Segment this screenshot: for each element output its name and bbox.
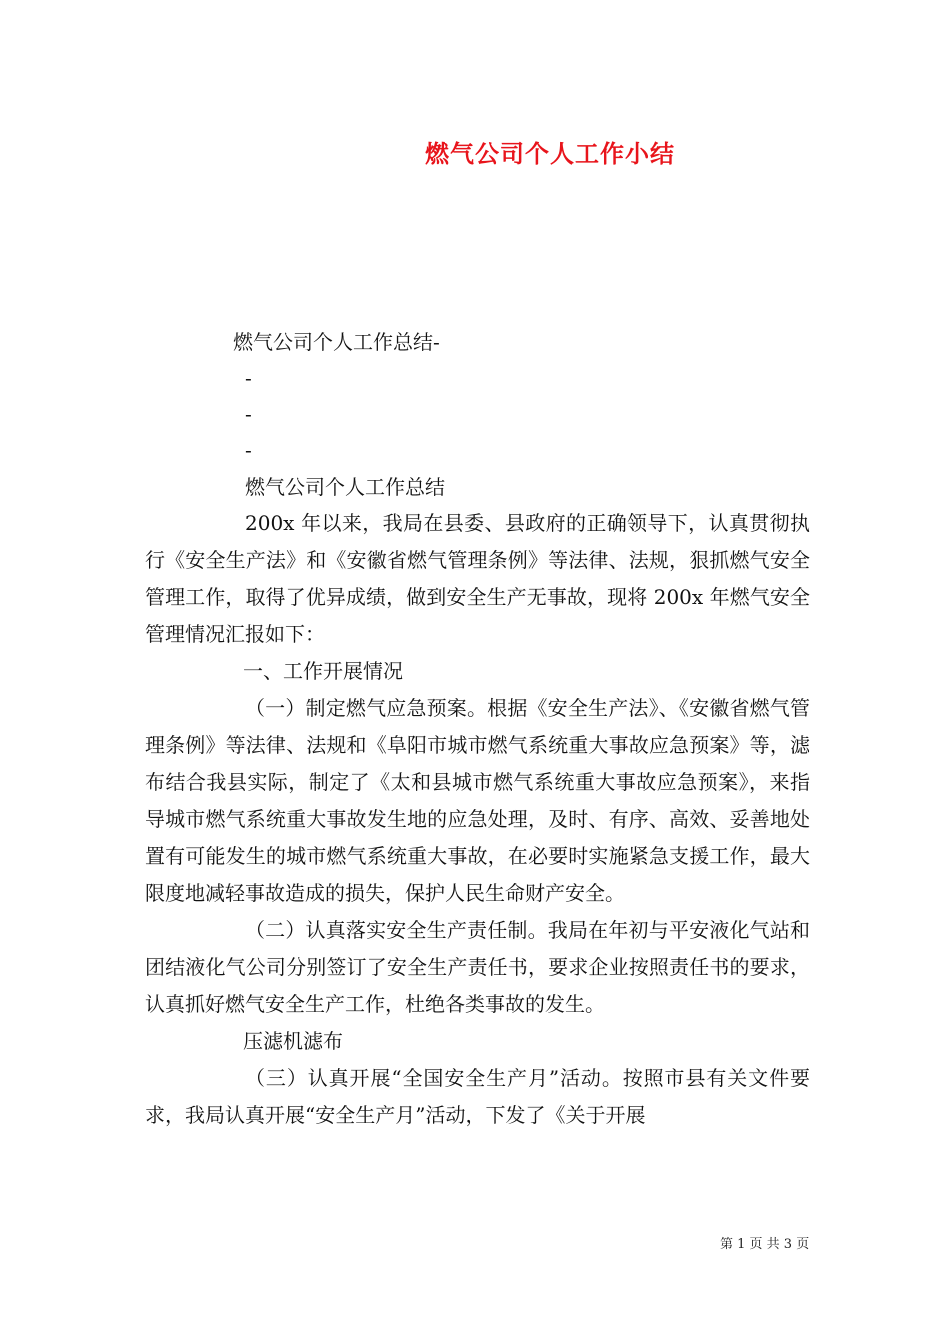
body-text (145, 505, 810, 1134)
dash-line-2: - (245, 402, 252, 426)
paragraph-keyword: 压滤机滤布 (243, 1029, 343, 1053)
paragraph-intro: 200x 年以来，我局在县委、县政府的正确领导下，认真贯彻执行《安全生产法》和《安徽省燃气管理条例》等法律、法规，狠抓燃气安全管理工作，取得了优异成绩，做到安全生产无事故，现将 200x 年燃气安全管理情况汇报如下： (145, 511, 810, 646)
section-title: 燃气公司个人工作总结 (245, 475, 445, 499)
paragraph-section-1: （一）制定燃气应急预案。根据《安全生产法》、《安徽省燃气管理条例》等法律、法规和《阜阳市城市燃气系统重大事故应急预案》等，滤布结合我县实际，制定了《太和县城市燃气系统重大事故应急预案》，来指导城市燃气系统重大事故发生地的应急处理，及时、有序、高效、妥善地处置有可能发生的城市燃气系统重大事故，在必要时实施紧急支援工作，最大限度地减轻事故造成的损失，保护人民生命财产安全。 (145, 696, 810, 905)
paragraph-section-2: （二）认真落实安全生产责任制。我局在年初与平安液化气站和团结液化气公司分别签订了安全生产责任书，要求企业按照责任书的要求，认真抓好燃气安全生产工作，杜绝各类事故的发生。 (145, 918, 810, 1016)
dash-line-3: - (245, 438, 252, 462)
paragraph-heading-1: 一、工作开展情况 (243, 659, 403, 683)
page-indicator: 第 1 页 共 3 页 (720, 1237, 810, 1252)
paragraph-section-3: （三）认真开展“全国安全生产月”活动。按照市县有关文件要求，我局认真开展“安全生产月”活动，下发了《关于开展 (145, 1066, 810, 1127)
subtitle-line: 燃气公司个人工作总结- (233, 330, 440, 354)
document-title: 燃气公司个人工作小结 (425, 139, 675, 168)
dash-line-1: - (245, 366, 252, 390)
